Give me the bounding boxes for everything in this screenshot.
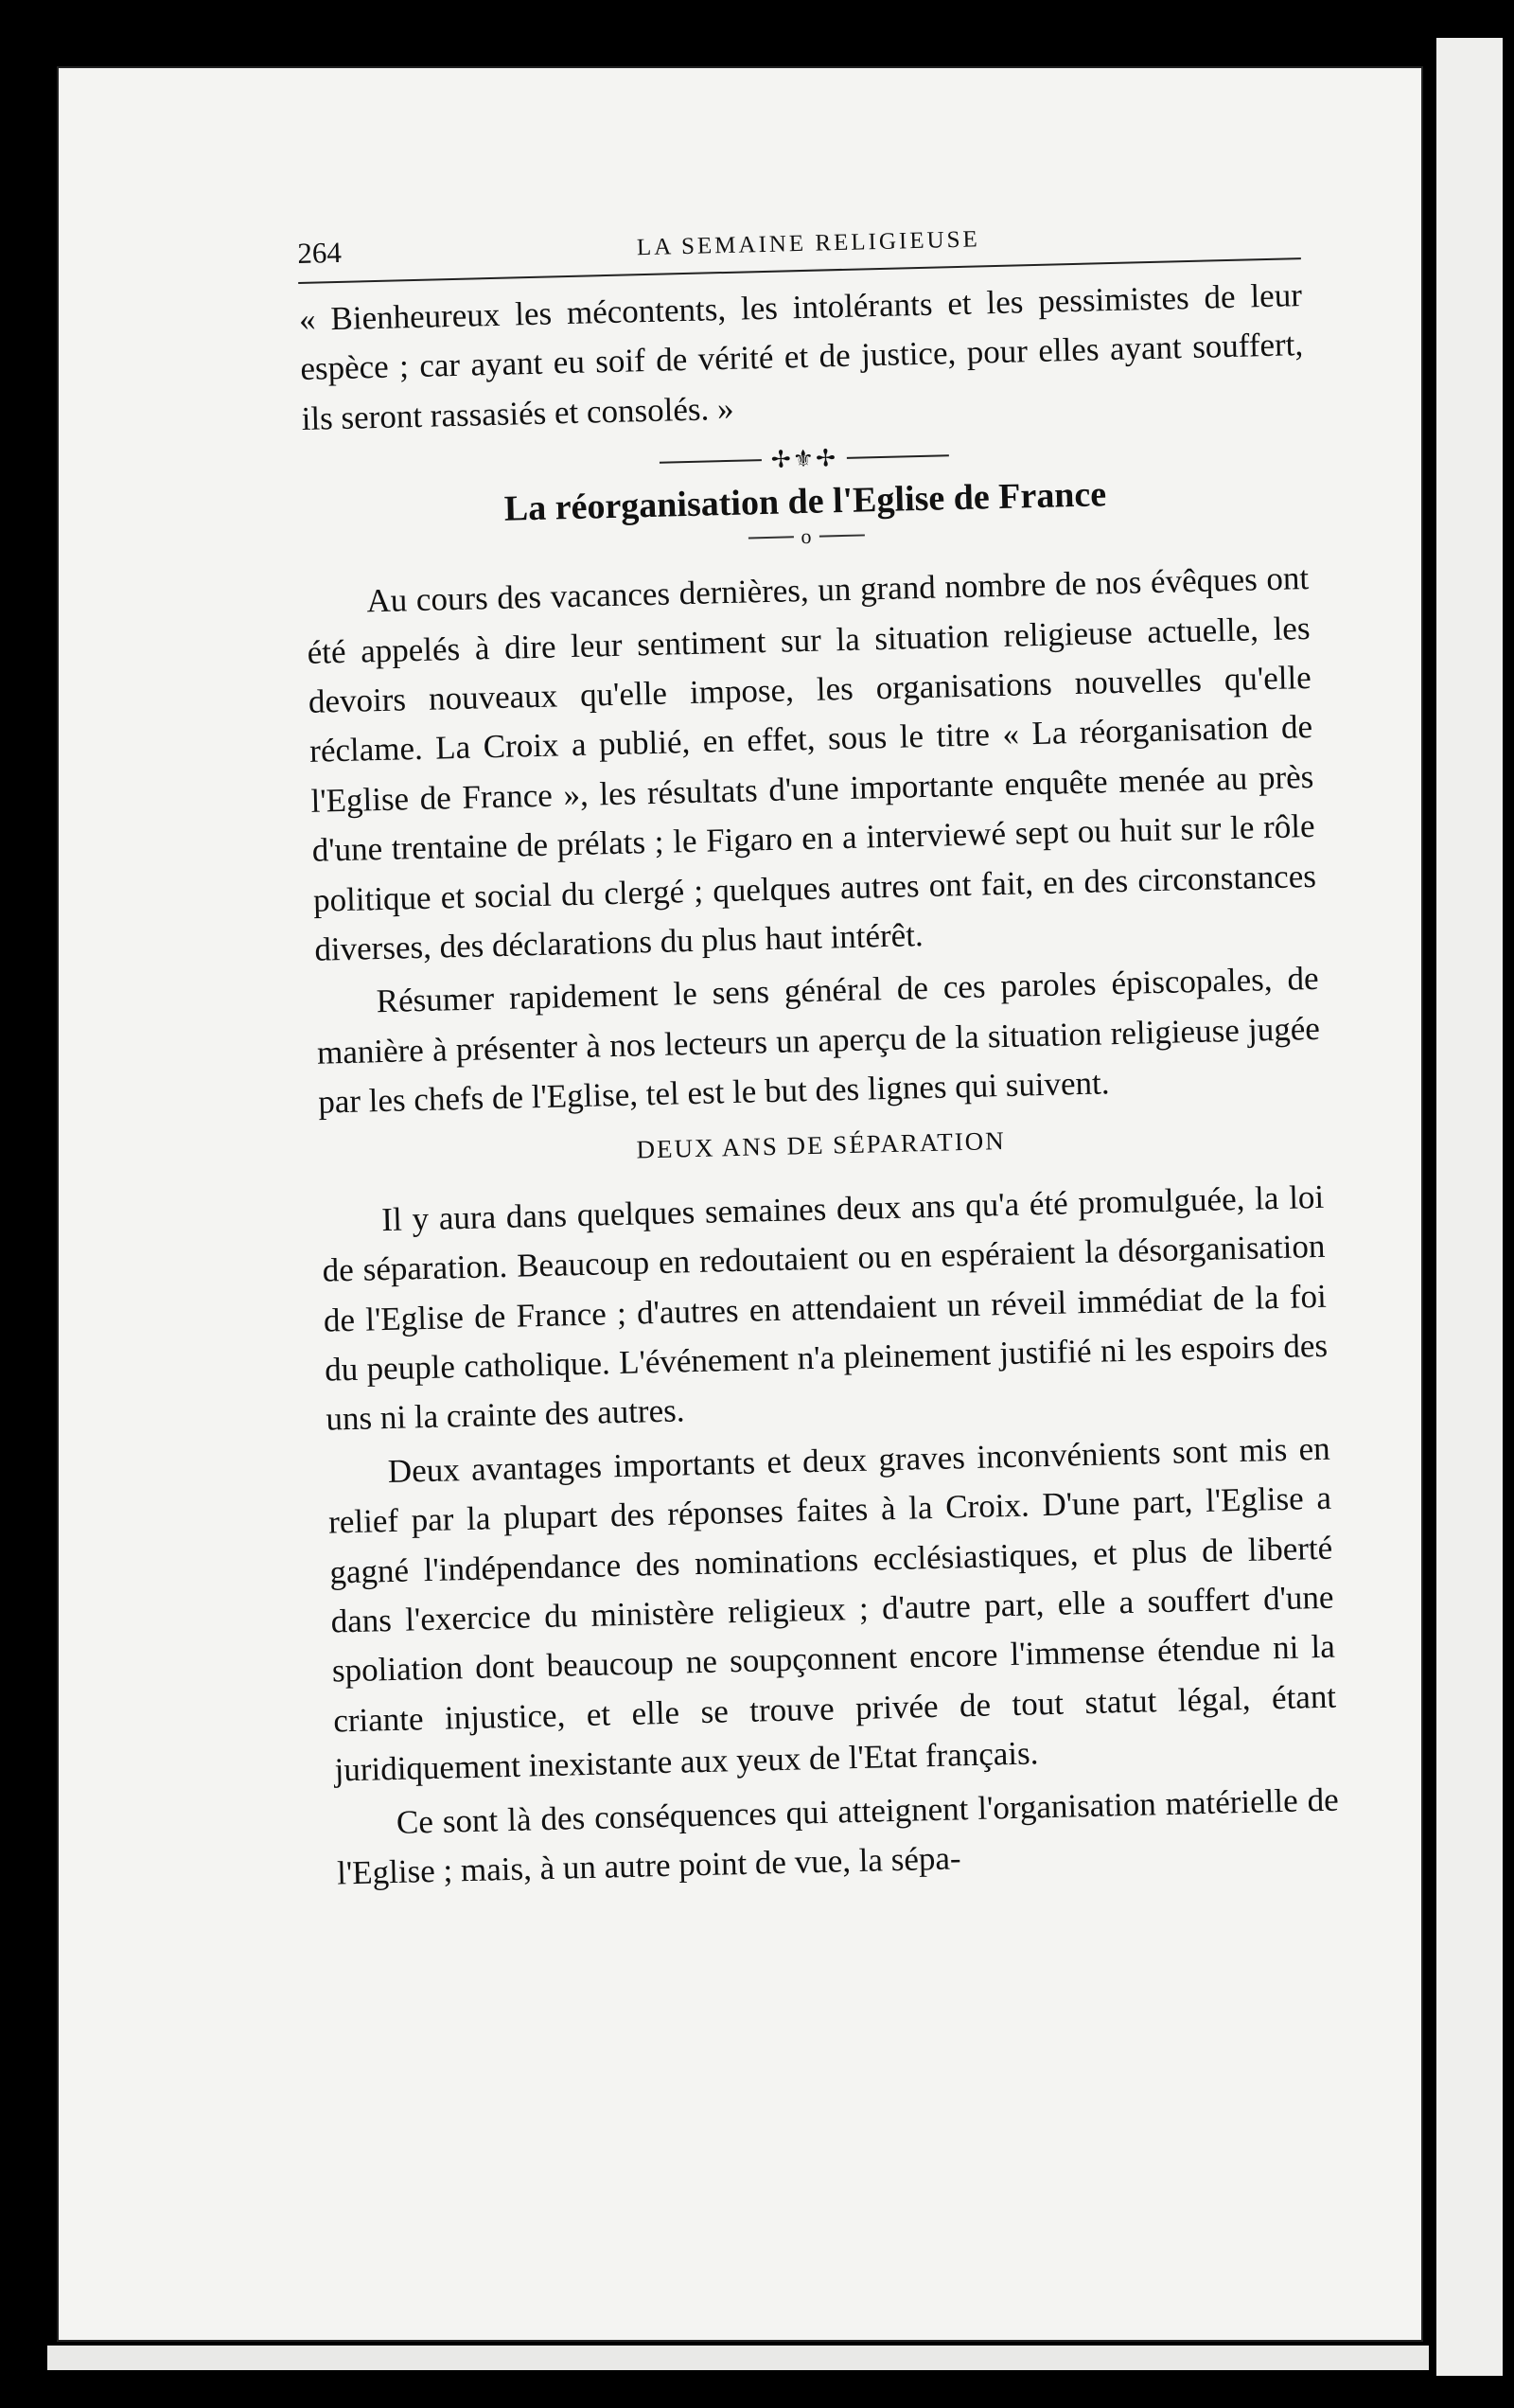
divider-line-right — [847, 454, 949, 459]
intro-quote: « Bienheureux les mécontents, les intolérants et les pessimistes de leur espèce ; car ayant eu soif de vérité et de justice, pour elles ayant souffert, ils seront rassasiés et consolés. » — [298, 276, 1304, 437]
page-bottom-edge — [47, 2346, 1429, 2370]
section-title: DEUX ANS DE SÉPARATION — [636, 1125, 1007, 1164]
next-page-edge — [1436, 38, 1503, 2376]
divider-line-left — [660, 459, 762, 464]
article-title: La réorganisation de l'Eglise de France — [503, 474, 1107, 529]
section-paragraph: Deux avantages importants et deux graves inconvénients sont mis en relief par la plupart des réponses faites à la Croix. D'une part, l'Eglise a gagné l'indépendance des nominations ecclésiastiques, et plus de liberté dans l'exercice du ministère religieux ; d'autre part, elle a souffert d'une spoliation dont beaucoup ne soupçonnent encore l'immense étendue ni la criante injustice, et elle se trouve privée de tout statut légal, étant juridiquement inexistante aux yeux de l'Etat français. — [327, 1429, 1337, 1789]
page-content — [297, 212, 1341, 1899]
article-paragraph: Au cours des vacances dernières, un grand nombre de nos évêques ont été appelés à dire leur sentiment sur la situation religieuse actuelle, les devoirs nouveaux qu'elle impose, les organisations nouvelles qu'elle réclame. La Croix a publié, en effet, sous le titre « La réorganisation de l'Eglise de France », les résultats d'une importante enquête menée au près d'une trentaine de prélats ; le Figaro en a interviewé sept ou huit sur le rôle politique et social du clergé ; quelques autres ont fait, en des circonstances diverses, des déclarations du plus haut intérêt. — [307, 559, 1317, 968]
ornament-line-left — [748, 537, 793, 540]
article-paragraph: Résumer rapidement le sens général de ces paroles épiscopales, de manière à présenter à nos lecteurs un aperçu de la situation religieuse jugée par les chefs de l'Eglise, tel est le but des lignes qui suivent. — [316, 960, 1321, 1122]
section-paragraph: Ce sont là des conséquences qui atteignent l'organisation matérielle de l'Eglise ; mais, à un autre point de vue, la sépa- — [336, 1780, 1340, 1892]
section-paragraph: Il y aura dans quelques semaines deux ans qu'a été promulguée, la loi de séparation. Beaucoup en redoutaient ou en espéraient la désorganisation de l'Eglise de France ; d'autres en attendaient un réveil immédiat de la foi du peuple catholique. L'événement n'a pleinement justifié ni les espoirs des uns ni la crainte des autres. — [322, 1177, 1329, 1438]
ornament-line-right — [819, 535, 864, 538]
ornament-mark: o — [801, 524, 812, 549]
page-number: 264 — [297, 235, 343, 270]
divider-ornament-icon: ✢⚜✢ — [770, 446, 838, 474]
journal-title: LA SEMAINE RELIGIEUSE — [636, 226, 981, 261]
